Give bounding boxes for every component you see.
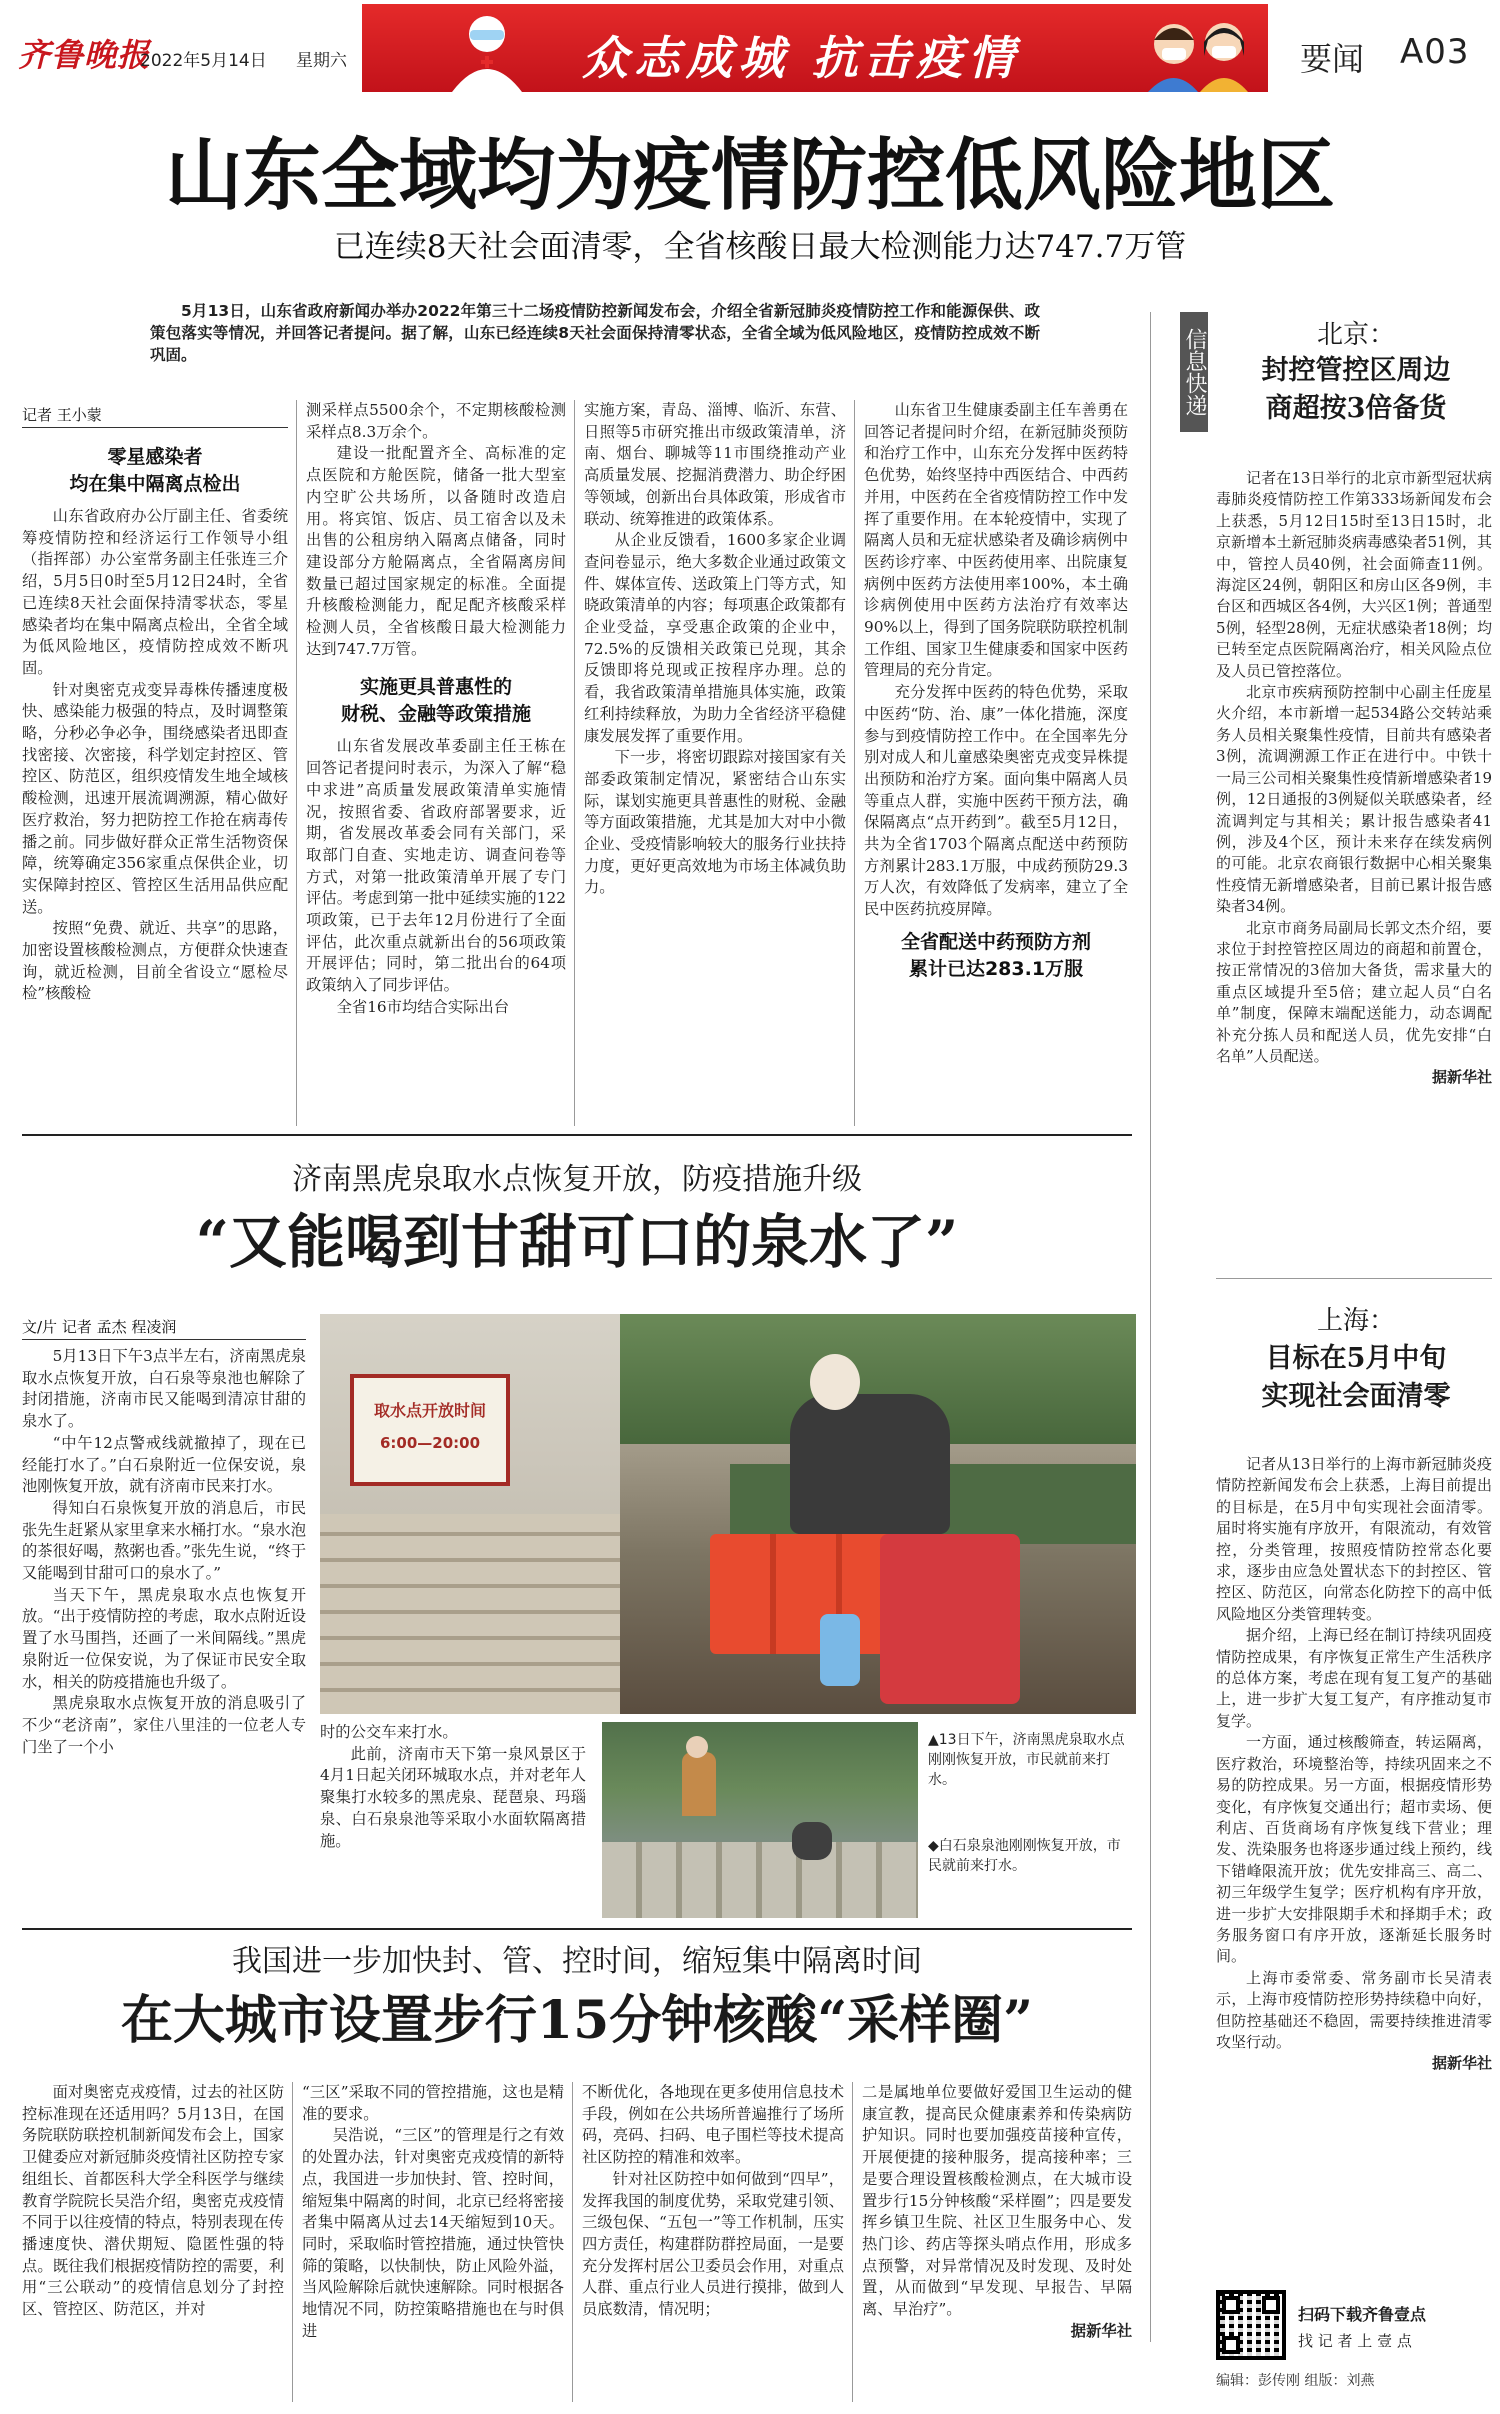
article2-paragraph: 黑虎泉取水点恢复开放的消息吸引了不少“老济南”，家住八里洼的一位老人专门坐了一个小 — [22, 1694, 306, 1756]
article1-paragraph: 全省16市均结合实际出台 — [336, 997, 510, 1016]
shanghai-paragraph: 记者从13日举行的上海市新冠肺炎疫情防控新闻发布会上获悉，上海目前提出的目标是，在5月中旬实现社会面清零。届时将实施有序放开，有限流动，有效管控，分类管理，按照疫情防控常态化要求，逐步由应急处置状态下的封控区、管控区、防范区，向常态化防控下的高中低风险地区分类管理转变。 — [1216, 1455, 1492, 1623]
article1-paragraph: 充分发挥中医药的特色优势，采取中医药“防、治、康”一体化措施，深度参与到疫情防控工作中。在全国率先分别对成人和儿童感染奥密克戎变异株提出预防和治疗方案。面向集中隔离人员等重点人群，实施中医药干预方法，确保隔离点“点开药到”。截至5月12日，共为全省1703个隔离点配送中药预防方剂累计283.1万服，中成药预防29.3万人次，有效降低了发病率，建立了全民中医药抗疫屏障。 — [864, 683, 1128, 919]
banner-slogan: 众志成城 抗击疫情 — [582, 31, 1021, 85]
shanghai-article — [1216, 1454, 1492, 2326]
issue-weekday: 星期六 — [296, 51, 347, 71]
article2-paragraph: 当天下午，黑虎泉取水点也恢复开放。“出于疫情防控的考虑，取水点附近设置了水马围挡，还画了一米间隔线。”黑虎泉附近一位保安说，为了保证市民安全取水，相关的防疫措施也升级了。 — [22, 1585, 306, 1691]
article1-paragraph: 下一步，将密切跟踪对接国家有关部委政策制定情况，紧密结合山东实际，谋划实施更具普惠性的财税、金融等方面政策措施，尤其是加大对中小微企业、受疫情影响较大的服务行业扶持力度，更好更高效地为市场主体减负助力。 — [584, 748, 846, 897]
beijing-paragraph: 北京市商务局副局长郭文杰介绍，要求位于封控管控区周边的商超和前置仓，按正常情况的3倍加大备货，需求量大的重点区域提升至5倍；建立起人员“白名单”制度，保障末端配送能力，动态调配补充分拣人员和配送人员，优先安排“白名单”人员配送。 — [1216, 918, 1492, 1065]
article3-source: 据新华社 — [1070, 2321, 1132, 2340]
shanghai-paragraph: 一方面，通过核酸筛查，转运隔离，医疗救治，环境整治等，持续巩固来之不易的防控成果。另一方面，根据疫情形势变化，有序恢复交通出行；超市卖场、便利店、百货商场有序恢复线下营业；理发、洗染服务也将逐步通过线上预约，线下错峰限流开放；优先安排高三、高二、初三年级学生复学；医疗机构有序开放，进一步扩大安排限期手术和择期手术；政务服务窗口有序开放，逐渐延长服务时间。 — [1216, 1733, 1492, 1966]
campaign-banner — [362, 4, 1268, 92]
editor-credits: 编辑：彭传刚 组版：刘燕 — [1216, 2373, 1375, 2389]
shanghai-title: 目标在5月中旬 实现社会面清零 — [1261, 1343, 1451, 1412]
article1-subhead-1: 零星感染者 均在集中隔离点检出 — [69, 446, 241, 495]
article1-lead: 5月13日，山东省政府新闻办举办2022年第三十二场疫情防控新闻发布会，介绍全省新冠肺炎疫情防控工作和能源保供、政策包落实等情况，并回答记者提问。据了解，山东已经连续8天社会面保持清零状态，全省全域为低风险地区，疫情防控成效不断巩固。 — [150, 302, 1040, 364]
qr-code[interactable] — [1216, 2290, 1286, 2360]
photo-caption-1: ▲13日下午，济南黑虎泉取水点刚刚恢复开放，市民就前来打水。 — [928, 1732, 1125, 1788]
photo-baishiquan — [602, 1722, 918, 1918]
article1-paragraph: 建设一批配置齐全、高标准的定点医院和方舱医院，储备一批大型室内空旷公共场所，以备随时改造启用。将宾馆、饭店、员工宿舍以及未出售的公租房纳入隔离点储备，同时建设部分方舱隔离点，全省隔离房间数量已超过国家规定的标准。全面提升核酸检测能力，配足配齐核酸采样检测人员，全省核酸日最大检测能力达到747.7万管。 — [306, 444, 566, 658]
shanghai-paragraph: 据介绍，上海已经在制订持续巩固疫情防控成果，有序恢复正常生产生活秩序的总体方案，考虑在现有复工复产的基础上，进一步扩大复工复产，有序推动复市复学。 — [1216, 1626, 1492, 1730]
masthead — [0, 0, 1500, 92]
shanghai-source: 据新华社 — [1431, 2054, 1492, 2073]
article1-column-3 — [584, 400, 846, 1126]
article1-column-2 — [306, 400, 566, 1126]
photo-heihuquan — [320, 1314, 1136, 1714]
article1-column-4 — [864, 400, 1128, 1126]
article1-paragraph: 针对奥密克戎变异毒株传播速度极快、感染能力极强的特点，及时调整策略，分秒必争必争，围绕感染者迅即查找密接、次密接，科学划定封控区、管控区、防范区，组织疫情发生地全域核酸检测，迅速开展流调溯源，精心做好医疗救治，努力把防控工作抢在病毒传播之前。同步做好群众正常生活物资保障，统筹确定356家重点保供企业，切实保障封控区、管控区生活用品供应配送。 — [22, 680, 288, 916]
article3-column-3 — [582, 2082, 844, 2402]
news-express-label: 信息快递 — [1180, 312, 1208, 432]
sign-hours: 6:00—20:00 — [379, 1434, 481, 1452]
article2-paragraph: “中午12点警戒线就撤掉了，现在已经能打水了。”白石泉附近一位保安说，泉池刚恢复开放，就有济南市民来打水。 — [22, 1433, 306, 1496]
article1-paragraph: 从企业反馈看，1600多家企业调查问卷显示，绝大多数企业通过政策文件、媒体宣传、送政策上门等方式，知晓政策清单的内容；每项惠企政策都有企业受益，享受惠企政策的企业中，72.5%的反馈相关政策已兑现，其余反馈即将兑现或正按程序办理。总的看，我省政策清单措施具体实施，政策红利持续释放，为助力全省经济平稳健康发展发挥了重要作用。 — [584, 531, 846, 745]
article3-kicker: 我国进一步加快封、管、控时间，缩短集中隔离时间 — [232, 1944, 922, 1979]
article3-title: 在大城市设置步行15分钟核酸“采样圈” — [120, 1990, 1034, 2051]
article3-column-4 — [862, 2082, 1132, 2402]
article3-paragraph: 面对奥密克戎疫情，过去的社区防控标准现在还适用吗？5月13日，在国务院联防联控机制新闻发布会上，国家卫健委应对新冠肺炎疫情社区防控专家组组长、首都医科大学全科医学与继续教育学院院长吴浩介绍，奥密克戎疫情不同于以往疫情的特点，特别表现在传播速度快、潜伏期短、隐匿性强的特点。既往我们根据疫情防控的需要，利用“三公联动”的疫情信息划分了封控区、管控区、防范区，并对 — [22, 2083, 284, 2319]
article2-column-2 — [320, 1722, 586, 1922]
photo-caption-2: ◆白石泉泉池刚刚恢复开放，市民就前来打水。 — [928, 1838, 1121, 1874]
article1-subtitle: 已连续8天社会面清零，全省核酸日最大检测能力达747.7万管 — [333, 229, 1187, 265]
article1-column-1 — [22, 436, 288, 1126]
article3-paragraph: 二是属地单位要做好爱国卫生运动的健康宣教，提高民众健康素养和传染病防护知识。同时也要加强疫苗接种宣传，开展便捷的接种服务，提高接种率；三是要合理设置核酸检测点，在大城市设置步行15分钟核酸“采样圈”；四是要发挥乡镇卫生院、社区卫生服务中心、发热门诊、药店等探头哨点作用，形成多点预警，对异常情况及时发现、及时处置，从而做到“早发现、早报告、早隔离、早治疗”。 — [862, 2083, 1132, 2319]
article2-kicker: 济南黑虎泉取水点恢复开放，防疫措施升级 — [292, 1162, 862, 1197]
beijing-title: 封控管控区周边 商超按3倍备货 — [1261, 355, 1451, 424]
beijing-article — [1216, 468, 1492, 1268]
qr-sublabel: 找 记 者 上 壹 点 — [1298, 2332, 1412, 2350]
article2-byline: 文/片 记者 孟杰 程凌润 — [22, 1316, 306, 1337]
article2-title: “又能喝到甘甜可口的泉水了” — [195, 1208, 959, 1276]
article1-title: 山东全域均为疫情防控低风险地区 — [164, 130, 1335, 221]
shanghai-paragraph: 上海市委常委、常务副市长吴清表示，上海市疫情防控形势持续稳中向好，但防控基础还不稳固，需要持续推进清零攻坚行动。 — [1216, 1968, 1492, 2051]
article3-paragraph: 不断优化，各地现在更多使用信息技术手段，例如在公共场所普遍推行了场所码，亮码、扫码、电子围栏等技术提高社区防控的精准和效率。 — [582, 2083, 844, 2167]
article1-paragraph: 实施方案，青岛、淄博、临沂、东营、日照等5市研究推出市级政策清单，济南、烟台、聊城等11市围绕推动产业高质量发展、挖掘消费潜力、助企纾困等领域，创新出台具体政策，形成省市联动、统筹推进的政策体系。 — [584, 401, 846, 528]
article3-column-1 — [22, 2082, 284, 2402]
article3-paragraph: 吴浩说，“三区”的管理是行之有效的处置办法，针对奥密克戎疫情的新特点，我国进一步加快封、管、控时间，缩短集中隔离的时间，北京已经将密接者集中隔离从过去14天缩短到10天。同时，采取临时管控措施，通过快管快筛的策略，以快制快，防止风险外溢，当风险解除后就快速解除。同时根据各地情况不同，防控策略措施也在与时俱进 — [302, 2126, 564, 2340]
sign-title: 取水点开放时间 — [373, 1401, 486, 1420]
issue-date: 2022年5月14日 — [140, 51, 267, 71]
page-number: A03 — [1400, 32, 1470, 72]
article1-subhead-3: 全省配送中药预防方剂 累计已达283.1万服 — [900, 930, 1091, 980]
beijing-paragraph: 北京市疾病预防控制中心副主任庞星火介绍，本市新增一起534路公交转站乘务人员相关聚集性疫情，目前共有感染者3例，流调溯源工作正在进行中。中铁十一局三公司相关聚集性疫情新增感染者19例，12日通报的3例疑似关联感染者，经流调判定与其相关；累计报告感染者41例，涉及4个区，预计未来存在续发病例的可能。北京农商银行数据中心相关聚集性疫情无新增感染者，目前已累计报告感染者34例。 — [1216, 683, 1492, 916]
section-label: 要闻 — [1300, 40, 1365, 78]
article2-paragraph: 时的公交车来打水。 — [320, 1723, 458, 1741]
article1-byline: 记者 王小蒙 — [22, 404, 288, 425]
beijing-city: 北京： — [1316, 320, 1395, 350]
article3-paragraph: “三区”采取不同的管控措施，这也是精准的要求。 — [302, 2083, 564, 2123]
article1-subhead-2: 实施更具普惠性的 财税、金融等政策措施 — [340, 676, 531, 726]
article3-paragraph: 针对社区防控中如何做到“四早”，发挥我国的制度优势，采取党建引领、三级包保、“五包一”等工作机制，压实四方责任，构建群防群控局面，一是要充分发挥村居公卫委员会作用，对重点人群、重点行业人员进行摸排，做到人员底数清，情况明； — [582, 2169, 844, 2319]
article1-paragraph: 山东省卫生健康委副主任车善勇在回答记者提问时介绍，在新冠肺炎预防和治疗工作中，山东充分发挥中医药特色优势，始终坚持中西医结合、中西药并用，中医药在全省疫情防控工作中发挥了重要作用。在本轮疫情中，实现了隔离人员和无症状感染者及确诊病例中医药诊疗率、中医药使用率、出院康复病例中医药方法使用率100%，本土确诊病例使用中医药方法治疗有效率达90%以上，得到了国务院联防联控机制工作组、国家卫生健康委和国家中医药管理局的充分肯定。 — [864, 401, 1128, 680]
newspaper-logo: 齐鲁晚报 — [18, 36, 151, 74]
section-divider — [22, 1134, 1132, 1136]
beijing-source: 据新华社 — [1431, 1068, 1492, 1087]
masked-children-illustration-icon — [1132, 10, 1262, 92]
article2-column-1 — [22, 1346, 306, 1926]
article2-paragraph: 得知白石泉恢复开放的消息后，市民张先生赶紧从家里拿来水桶打水。“泉水泡的茶很好喝，熬粥也香。”张先生说，“终于又能喝到甘甜可口的泉水了。” — [22, 1498, 306, 1583]
article1-paragraph: 测采样点5500余个，不定期核酸检测采样点8.3万余个。 — [306, 401, 566, 441]
article1-paragraph: 按照“免费、就近、共享”的思路，加密设置核酸检测点，方便群众快速查询，就近检测，目前全省设立“愿检尽检”核酸检 — [22, 919, 288, 1003]
section-divider — [22, 1928, 1132, 1930]
beijing-paragraph: 记者在13日举行的北京市新型冠状病毒肺炎疫情防控工作第333场新闻发布会上获悉，5月12日15时至13日15时，北京新增本土新冠肺炎病毒感染者51例，其中，管控人员40例，社会面筛查11例。海淀区24例，朝阳区和房山区各9例，丰台区和西城区各4例，大兴区1例；普通型5例，轻型28例，无症状感染者18例；均已转至定点医院隔离治疗，相关风险点位及人员已管控落位。 — [1216, 469, 1492, 680]
medical-worker-illustration-icon — [432, 8, 542, 92]
qr-label: 扫码下载齐鲁壹点 — [1298, 2305, 1427, 2324]
article1-paragraph: 山东省政府办公厅副主任、省委统筹疫情防控和经济运行工作领导小组（指挥部）办公室常务副主任张连三介绍，5月5日0时至5月12日24时，全省已连续8天社会面保持清零状态，零星感染者均在集中隔离点检出，全省全域为低风险地区，疫情防控成效不断巩固。 — [22, 507, 288, 677]
article3-column-2 — [302, 2082, 564, 2402]
shanghai-city: 上海： — [1316, 1306, 1395, 1336]
article2-paragraph: 5月13日下午3点半左右，济南黑虎泉取水点恢复开放，白石泉等泉池也解除了封闭措施，济南市民又能喝到清凉甘甜的泉水了。 — [22, 1347, 306, 1431]
article1-paragraph: 山东省发展改革委副主任王栋在回答记者提问时表示，为深入了解“稳中求进”高质量发展政策清单实施情况，按照省委、省政府部署要求，近期，省发展改革委会同有关部门，采取部门自查、实地走访、调查问卷等方式，对第一批政策清单开展了专门评估。考虑到第一批中延续实施的122项政策，已于去年12月份进行了全面评估，此次重点就新出台的56项政策开展评估；同时，第二批出台的64项政策纳入了同步评估。 — [306, 737, 566, 995]
article2-paragraph: 此前，济南市天下第一泉风景区于4月1日起关闭环城取水点，并对老年人聚集打水较多的黑虎泉、琵琶泉、玛瑙泉、白石泉泉池等采取小水面软隔离措施。 — [320, 1744, 586, 1850]
